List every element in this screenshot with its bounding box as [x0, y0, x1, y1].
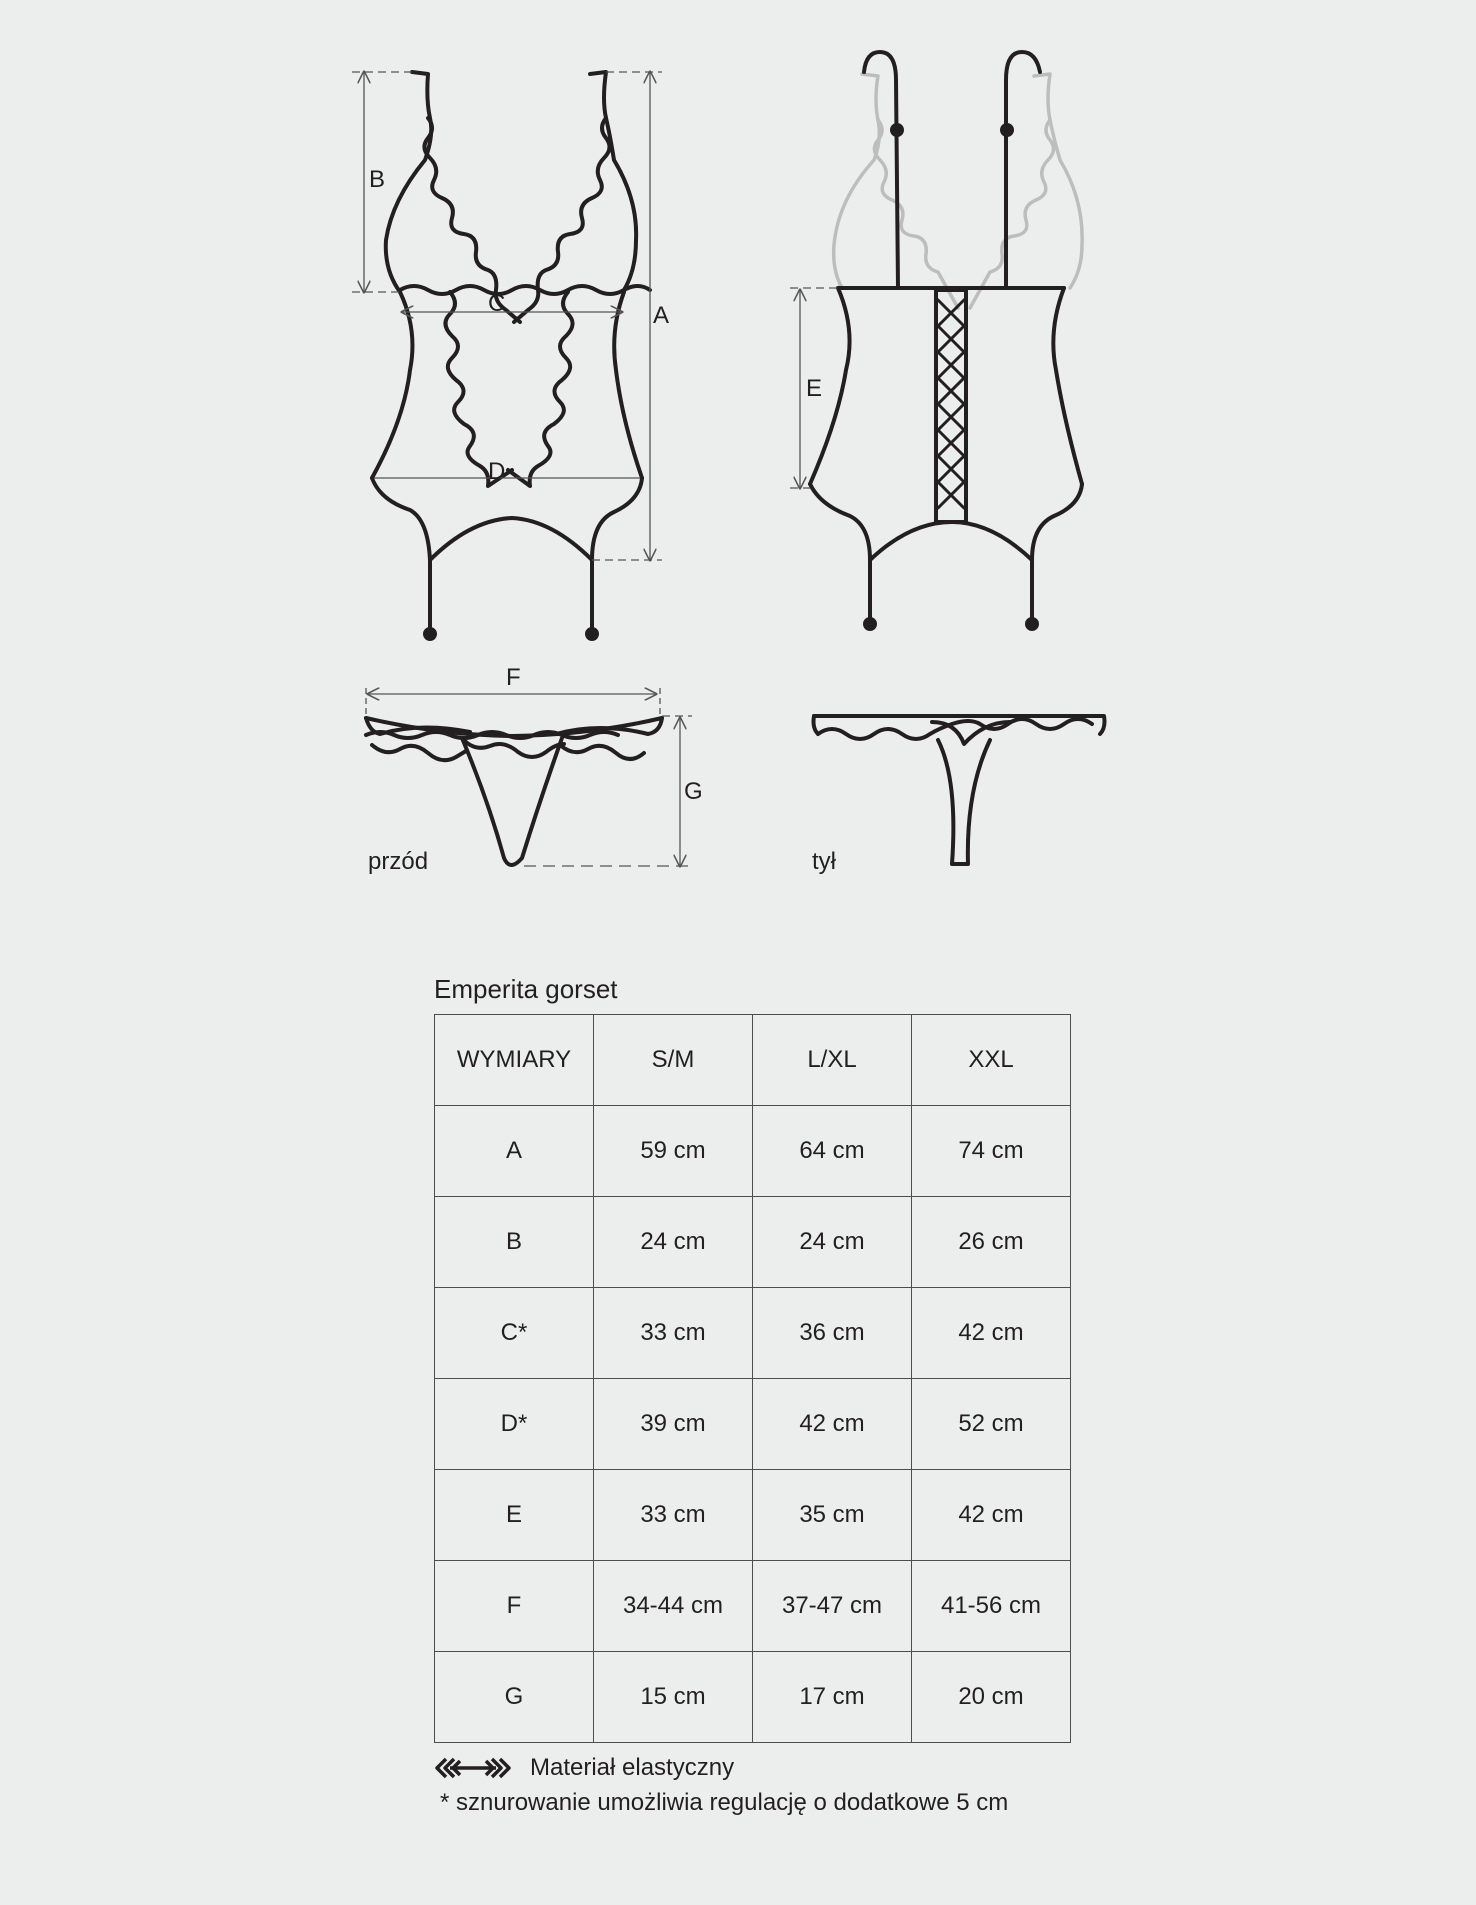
- table-cell: 74 cm: [912, 1106, 1071, 1197]
- table-cell: 17 cm: [753, 1652, 912, 1743]
- table-cell: 15 cm: [594, 1652, 753, 1743]
- table-row: [435, 1197, 1071, 1288]
- table-cell: 26 cm: [912, 1197, 1071, 1288]
- table-cell: 36 cm: [753, 1288, 912, 1379]
- header-cell: S/M: [594, 1015, 753, 1106]
- label-c: C: [488, 290, 506, 317]
- table-cell: D*: [435, 1379, 594, 1470]
- table-cell: 42 cm: [912, 1470, 1071, 1561]
- back-label: tył: [812, 848, 836, 875]
- table-cell: 33 cm: [594, 1288, 753, 1379]
- front-label: przód: [368, 848, 429, 875]
- table-cell: 42 cm: [912, 1288, 1071, 1379]
- table-cell: 37-47 cm: [753, 1561, 912, 1652]
- table-row: [435, 1652, 1071, 1743]
- elastic-arrows-icon: [434, 1757, 512, 1779]
- table-row: [435, 1106, 1071, 1197]
- back-corset-drawing: [810, 52, 1082, 629]
- label-e: E: [806, 375, 823, 402]
- table-row: [435, 1288, 1071, 1379]
- header-cell: XXL: [912, 1015, 1071, 1106]
- table-cell: 35 cm: [753, 1470, 912, 1561]
- table-cell: 24 cm: [594, 1197, 753, 1288]
- table-cell: A: [435, 1106, 594, 1197]
- label-b: B: [369, 166, 386, 193]
- table-cell: E: [435, 1470, 594, 1561]
- legend: [434, 1754, 734, 1782]
- table-title: Emperita gorset: [434, 974, 618, 1004]
- table-cell: 34-44 cm: [594, 1561, 753, 1652]
- label-a: A: [653, 302, 670, 329]
- front-thong-drawing: [366, 718, 662, 865]
- header-cell: WYMIARY: [435, 1015, 594, 1106]
- table-cell: 42 cm: [753, 1379, 912, 1470]
- label-f: F: [506, 664, 521, 691]
- garment-diagram: [0, 0, 1476, 900]
- label-g: G: [684, 778, 703, 805]
- table-cell: 39 cm: [594, 1379, 753, 1470]
- table-cell: 64 cm: [753, 1106, 912, 1197]
- table-cell: 59 cm: [594, 1106, 753, 1197]
- table-cell: 41-56 cm: [912, 1561, 1071, 1652]
- label-d: D: [488, 458, 506, 485]
- table-row: [435, 1561, 1071, 1652]
- legend-text: Materiał elastyczny: [530, 1754, 735, 1781]
- table-row: [435, 1470, 1071, 1561]
- table-cell: 33 cm: [594, 1470, 753, 1561]
- footnote: * sznurowanie umożliwia regulację o dodatkowe 5 cm: [440, 1789, 1009, 1816]
- table-header-row: [435, 1015, 1071, 1106]
- table-cell: 20 cm: [912, 1652, 1071, 1743]
- header-cell: L/XL: [753, 1015, 912, 1106]
- size-table: [434, 1014, 1071, 1743]
- table-cell: G: [435, 1652, 594, 1743]
- table-cell: B: [435, 1197, 594, 1288]
- table-cell: C*: [435, 1288, 594, 1379]
- table-cell: 24 cm: [753, 1197, 912, 1288]
- back-thong-drawing: [814, 716, 1105, 864]
- table-cell: 52 cm: [912, 1379, 1071, 1470]
- table-row: [435, 1379, 1071, 1470]
- table-cell: F: [435, 1561, 594, 1652]
- front-corset-drawing: [372, 72, 650, 639]
